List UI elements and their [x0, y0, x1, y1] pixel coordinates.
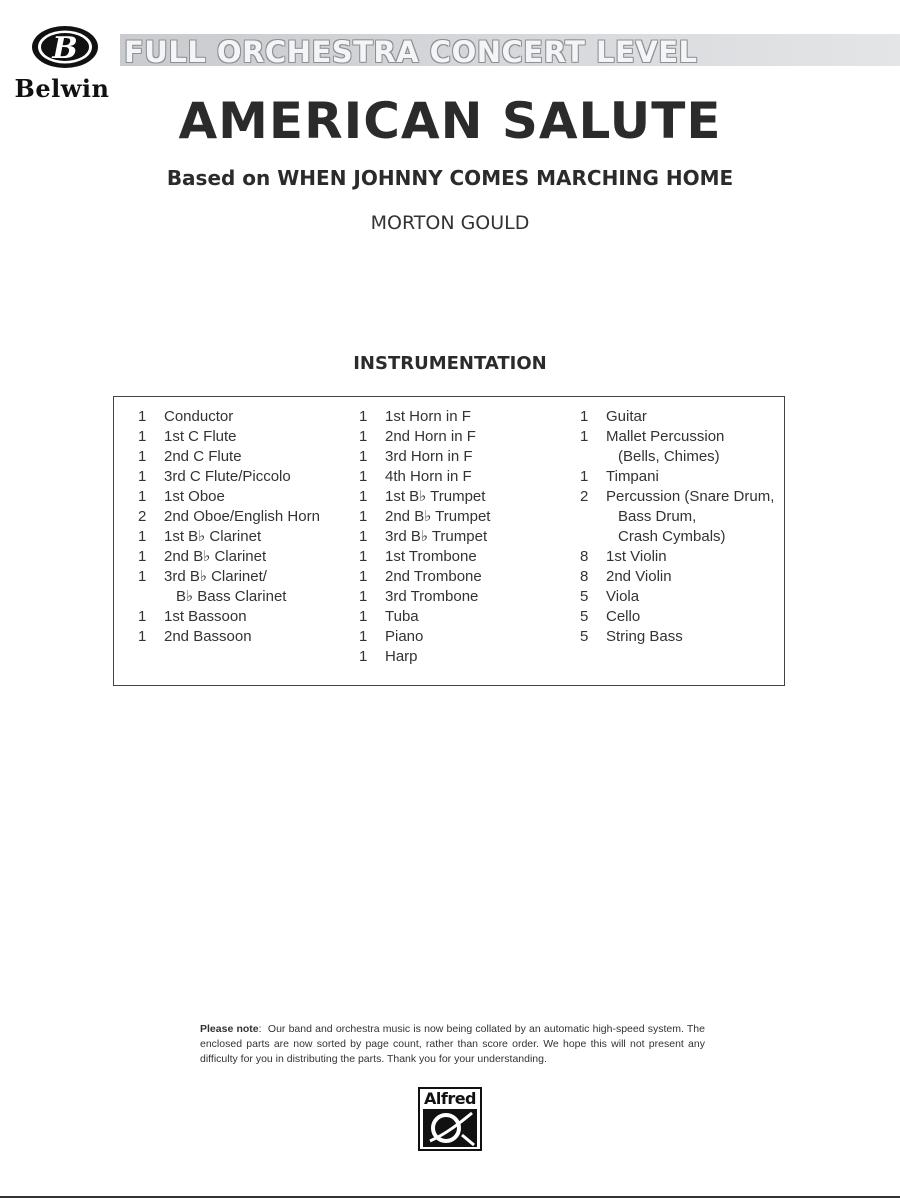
- instrument-part-name: Mallet Percussion: [606, 428, 725, 445]
- instrument-quantity: 1: [138, 528, 147, 545]
- instrument-part-name: Conductor: [164, 408, 234, 425]
- instrument-quantity: 1: [138, 408, 147, 425]
- instrument-quantity: 8: [580, 568, 589, 585]
- instrument-quantity: 1: [138, 468, 147, 485]
- instrument-quantity: 1: [138, 608, 147, 625]
- instrument-part-name: Guitar: [606, 408, 647, 425]
- instrument-quantity: 1: [359, 428, 368, 445]
- instrument-quantity: 1: [580, 468, 589, 485]
- instrument-part-name: 1st C Flute: [164, 428, 237, 445]
- instrument-part-name: 2nd B♭ Clarinet: [164, 548, 267, 565]
- instrument-part-name: 2nd C Flute: [164, 448, 242, 465]
- instrument-part-name: 3rd Horn in F: [385, 448, 473, 465]
- instrument-part-name: Cello: [606, 608, 641, 625]
- instrument-part-name: 1st Violin: [606, 548, 667, 565]
- instrument-part-name: Piano: [385, 628, 424, 645]
- instrument-part-name: Bass Drum,: [618, 508, 697, 525]
- belwin-wordmark: Belwin: [14, 74, 110, 103]
- instrument-part-name: Crash Cymbals): [618, 528, 726, 545]
- instrument-part-name: 2nd Bassoon: [164, 628, 252, 645]
- instrument-part-name: 1st Horn in F: [385, 408, 471, 425]
- instrument-part-name: 3rd B♭ Trumpet: [385, 528, 488, 545]
- instrument-quantity: 5: [580, 628, 589, 645]
- instrument-quantity: 1: [359, 468, 368, 485]
- instrument-quantity: 1: [138, 628, 147, 645]
- belwin-b-emblem-icon: [30, 24, 100, 70]
- belwin-logo: [6, 24, 118, 103]
- instrument-quantity: 5: [580, 588, 589, 605]
- instrument-part-name: 2nd Oboe/English Horn: [164, 508, 320, 525]
- instrument-quantity: 2: [138, 508, 147, 525]
- level-banner-text: FULL ORCHESTRA CONCERT LEVEL: [124, 35, 698, 66]
- composer-name: MORTON GOULD: [370, 212, 530, 234]
- instrument-part-name: 1st B♭ Trumpet: [385, 488, 486, 505]
- svg-text:B: B: [52, 31, 78, 66]
- instrument-part-name: 2nd Horn in F: [385, 428, 476, 445]
- instrument-quantity: 1: [359, 608, 368, 625]
- alfred-logo: [418, 1087, 482, 1151]
- instrument-part-name: Harp: [385, 648, 418, 665]
- piece-subtitle: Based on WHEN JOHNNY COMES MARCHING HOME: [166, 166, 734, 190]
- instrument-part-name: 3rd C Flute/Piccolo: [164, 468, 291, 485]
- instrument-quantity: 1: [580, 408, 589, 425]
- instrument-part-name: 2nd Trombone: [385, 568, 482, 585]
- instrument-quantity: 1: [359, 488, 368, 505]
- instrument-part-name: 1st Trombone: [385, 548, 477, 565]
- instrument-part-name: 3rd B♭ Clarinet/: [164, 568, 267, 585]
- instrument-quantity: 5: [580, 608, 589, 625]
- instrumentation-box: [113, 396, 785, 686]
- instrument-quantity: 1: [359, 588, 368, 605]
- instrument-quantity: 1: [359, 508, 368, 525]
- note-text: Our band and orchestra music is now being collated by an automatic high-speed system. The enclosed parts are now sorted by page count, rather than score order. We hope this will not present any difficulty for you in distributing the parts. Thank you for your understanding.: [200, 1023, 705, 1065]
- instrument-quantity: 2: [580, 488, 589, 505]
- collation-note: Please note: Our band and orchestra music is now being collated by an automatic high-speed system. The enclosed parts are now sorted by page count, rather than score order. We hope this will not present any difficulty for you in distributing the parts. Thank you for your understanding.: [200, 1023, 705, 1065]
- instrument-quantity: 1: [359, 548, 368, 565]
- instrument-quantity: 1: [138, 488, 147, 505]
- instrument-quantity: 1: [138, 568, 147, 585]
- instrument-quantity: 1: [359, 628, 368, 645]
- instrument-quantity: 1: [359, 448, 368, 465]
- instrument-part-name: 3rd Trombone: [385, 588, 479, 605]
- instrument-part-name: String Bass: [606, 628, 683, 645]
- instrument-part-name: (Bells, Chimes): [618, 448, 720, 465]
- instrument-part-name: Tuba: [385, 608, 419, 625]
- level-banner: [120, 34, 900, 66]
- instrument-quantity: 1: [580, 428, 589, 445]
- instrument-quantity: 1: [359, 408, 368, 425]
- instrument-part-name: 2nd B♭ Trumpet: [385, 508, 491, 525]
- instrument-part-name: 1st Bassoon: [164, 608, 247, 625]
- instrument-part-name: 1st Oboe: [164, 488, 225, 505]
- note-label: Please note: [200, 1023, 259, 1035]
- instrument-quantity: 1: [359, 568, 368, 585]
- instrument-part-name: 2nd Violin: [606, 568, 672, 585]
- instrument-quantity: 1: [138, 428, 147, 445]
- piece-title: AMERICAN SALUTE: [178, 92, 722, 150]
- instrument-quantity: 1: [138, 548, 147, 565]
- instrument-quantity: 8: [580, 548, 589, 565]
- alfred-wordmark: Alfred: [423, 1089, 477, 1108]
- instrument-quantity: 1: [138, 448, 147, 465]
- instrument-quantity: 1: [359, 528, 368, 545]
- instrument-part-name: B♭ Bass Clarinet: [176, 588, 287, 605]
- instrument-part-name: 1st B♭ Clarinet: [164, 528, 262, 545]
- instrument-quantity: 1: [359, 648, 368, 665]
- instrument-part-name: Viola: [606, 588, 640, 605]
- instrumentation-heading: INSTRUMENTATION: [353, 353, 547, 374]
- instrument-part-name: Percussion (Snare Drum,: [606, 488, 775, 505]
- page-bottom-rule: [0, 1196, 900, 1198]
- instrument-part-name: Timpani: [606, 468, 659, 485]
- instrument-part-name: 4th Horn in F: [385, 468, 472, 485]
